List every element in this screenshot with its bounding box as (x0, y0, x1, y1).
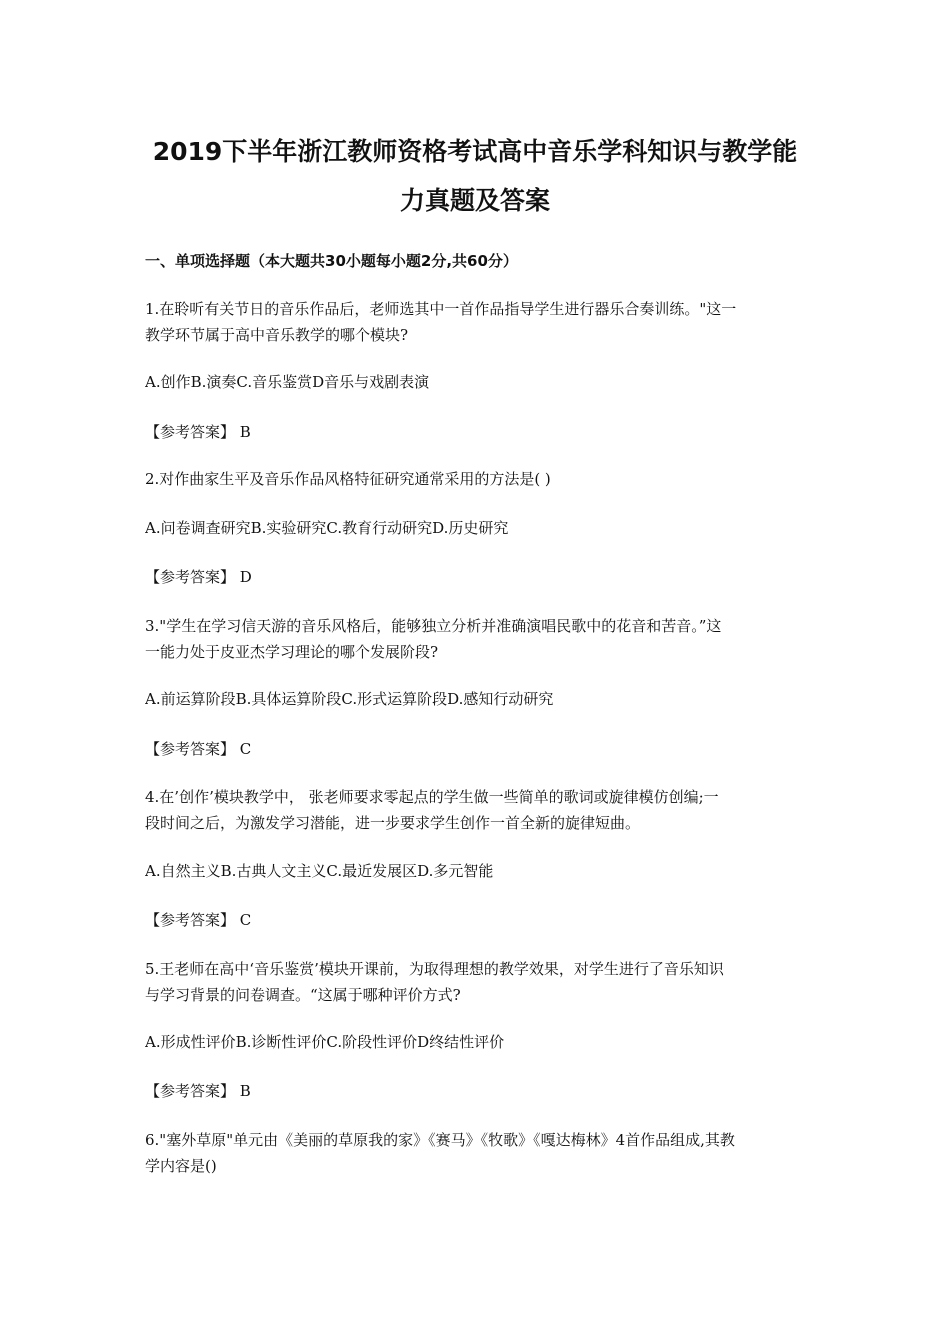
question-4-stem-line-2: 段时间之后，为激发学习潜能，进一步要求学生创作一首全新的旋律短曲。 (145, 814, 641, 832)
question-4-answer: 【参考答案】 C (145, 911, 252, 929)
question-3-stem (145, 613, 810, 665)
question-4-options: A.自然主义B.古典人文主义C.最近发展区D.多元智能 (145, 862, 494, 880)
document-title-line-2: 力真题及答案 (399, 186, 550, 215)
question-1-stem-line-2: 教学环节属于高中音乐教学的哪个模块? (145, 326, 409, 344)
question-1-stem-line-1: 1.在聆听有关节日的音乐作品后，老师选其中一首作品指导学生进行器乐合奏训练。"这一 (145, 300, 737, 318)
question-5-stem-line-1: 5.王老师在高中‘音乐鉴赏’模块开课前，为取得理想的教学效果，对学生进行了音乐知识 (145, 960, 724, 978)
question-5-answer: 【参考答案】 B (145, 1082, 251, 1100)
question-5-stem-line-2: 与学习背景的问卷调查。“这属于哪种评价方式? (145, 986, 461, 1004)
section-heading: 一、单项选择题（本大题共30小题每小题2分,共60分） (145, 252, 518, 270)
question-4-stem-line-1: 4.在’创作’模块教学中， 张老师要求零起点的学生做一些简单的歌词或旋律模仿创编;一 (145, 788, 719, 806)
question-3-answer: 【参考答案】 C (145, 740, 252, 758)
question-2-options: A.问卷调查研究B.实验研究C.教育行动研究D.历史研究 (145, 519, 509, 537)
question-1-options: A.创作B.演奏C.音乐鉴赏D音乐与戏剧表演 (145, 373, 430, 391)
question-3-options: A.前运算阶段B.具体运算阶段C.形式运算阶段D.感知行动研究 (145, 690, 554, 708)
question-3-stem-line-1: 3."学生在学习信天游的音乐风格后，能够独立分析并准确演唱民歌中的花音和苦音。”这 (145, 617, 722, 635)
question-1-answer: 【参考答案】 B (145, 423, 251, 441)
question-2-answer: 【参考答案】 D (145, 568, 252, 586)
document-title-line-1: 2019下半年浙江教师资格考试高中音乐学科知识与教学能 (152, 137, 798, 166)
question-6-stem-line-1: 6."塞外草原"单元由《美丽的草原我的家》《赛马》《牧歌》《嘎达梅林》4首作品组成,其教 (145, 1131, 735, 1149)
question-6-stem (145, 1127, 810, 1179)
question-5-stem (145, 956, 810, 1008)
question-2-stem (145, 466, 810, 492)
question-4-stem (145, 784, 810, 836)
question-1-stem (145, 296, 810, 348)
question-2-stem-line-1: 2.对作曲家生平及音乐作品风格特征研究通常采用的方法是( ) (145, 470, 551, 488)
question-6-stem-line-2: 学内容是() (145, 1157, 217, 1175)
question-5-options: A.形成性评价B.诊断性评价C.阶段性评价D终结性评价 (145, 1033, 505, 1051)
question-3-stem-line-2: 一能力处于皮亚杰学习理论的哪个发展阶段? (145, 643, 439, 661)
